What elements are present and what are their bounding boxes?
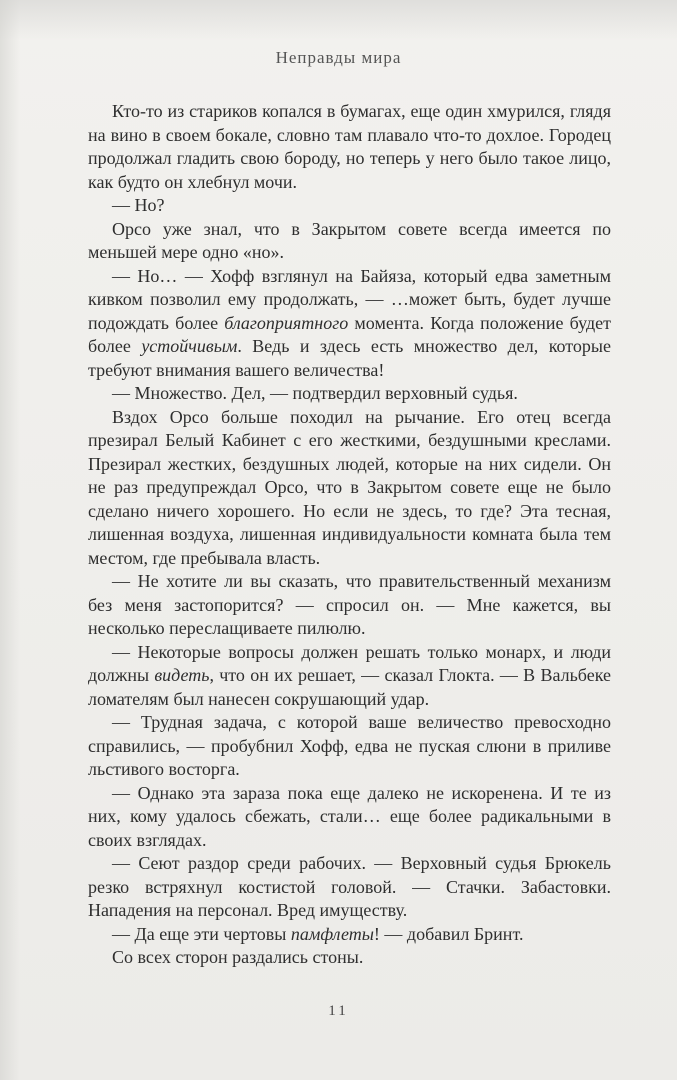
text-run: Вздох Орсо больше походил на рычание. Его отец всегда презирал Белый Кабинет с его жесткими, бездушными креслами. Презирал жестких, бездушных людей, которые на них сидели. Он не раз предупреждал Орсо, что в Закрытом совете еще не было сделано ничего хорошего. Но если не здесь, то где? Эта тесная, лишенная воздуха, лишенная индивидуальности комната была тем местом, где пребывала власть.	[88, 406, 611, 568]
paragraph	[88, 852, 611, 923]
text-run: Орсо уже знал, что в Закрытом совете всегда имеется по меньшей мере одно «но».	[88, 218, 611, 262]
italic-run: памфлеты	[290, 923, 374, 944]
text-run: . Ведь и здесь есть множество дел, которые требуют внимания вашего величества!	[88, 336, 612, 380]
running-head: Неправды мира	[275, 48, 402, 67]
paragraph	[88, 570, 611, 641]
italic-run: видеть	[154, 665, 210, 685]
paragraph	[88, 711, 611, 782]
text-run: — Однако эта зараза пока еще далеко не искоренена. И те из них, кому удалось сбежать, стали… еще более радикальными в своих взглядах.	[88, 782, 611, 850]
text-run: момента. Когда положение будет более	[88, 312, 612, 356]
paragraph	[88, 641, 611, 712]
paragraph	[88, 382, 611, 406]
paragraph	[88, 218, 611, 265]
text-run: — Да еще эти чертовы	[112, 923, 291, 944]
text-run: — Но?	[112, 195, 165, 215]
text-run: — Множество. Дел, — подтвердил верховный судья.	[112, 383, 518, 403]
paragraph	[88, 923, 611, 947]
paragraph	[88, 265, 611, 383]
text-run: — Трудная задача, с которой ваше величество превосходно справились, — пробубнил Хофф, едва не пуская слюни в приливе льстивого восторга.	[88, 712, 611, 779]
paragraph	[88, 194, 611, 218]
text-run: , что он их решает, — сказал Глокта. — В Вальбеке ломателям был нанесен сокрушающий удар.	[88, 665, 611, 709]
text-run: — Но… — Хофф взглянул на Байяза, который едва заметным кивком позволил ему продолжать, — …может быть, будет лучше подождать более	[88, 265, 611, 333]
text-run: — Не хотите ли вы сказать, что правительственный механизм без меня застопорится? — спросил он. — Мне кажется, вы несколько переслащиваете пилюлю.	[88, 571, 611, 638]
paragraph	[88, 782, 611, 853]
page-number: 11	[328, 1003, 349, 1019]
text-run: Со всех сторон раздались стоны.	[112, 947, 364, 967]
text-run: — Некоторые вопросы должен решать только монарх, и люди должны	[88, 641, 611, 685]
text-run: ! — добавил Бринт.	[373, 923, 524, 944]
paragraph	[88, 406, 611, 571]
italic-run: устойчивым	[141, 336, 238, 356]
paragraph	[88, 946, 611, 970]
italic-run: благоприятного	[224, 312, 349, 333]
paragraph	[88, 100, 611, 194]
text-run: Кто-то из стариков копался в бумагах, еще один хмурился, глядя на вино в своем бокале, словно там плавало что-то дохлое. Городец продолжал гладить свою бороду, но теперь у него было такое лицо, как будто он хлебнул мочи.	[88, 101, 611, 192]
text-run: — Сеют раздор среди рабочих. — Верховный судья Брюкель резко встряхнул костистой головой. — Стачки. Забастовки. Нападения на персонал. Вред имуществу.	[88, 853, 611, 920]
body-text	[88, 100, 611, 970]
